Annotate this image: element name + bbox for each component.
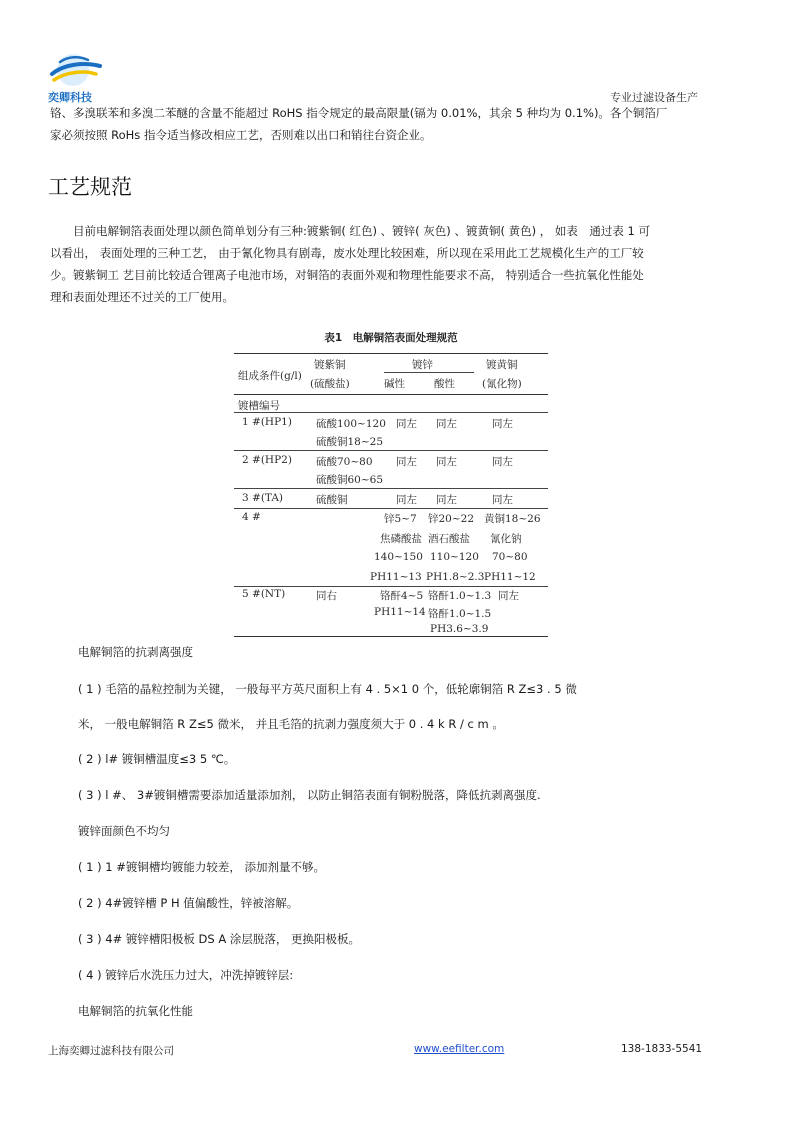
table-cell: 焦磷酸盐 xyxy=(380,533,422,545)
sub-header: 镀槽编号 xyxy=(238,400,280,412)
table-cell: 同左 xyxy=(492,494,513,506)
intro-paragraph xyxy=(50,102,747,146)
subheading-zinc-color: 镀锌面颜色不均匀 xyxy=(78,824,170,838)
text-line: ( 2 ) l# 镀铜槽温度≤3 5 ℃。 xyxy=(78,752,236,766)
table-rule xyxy=(234,353,548,354)
body-line: 目前电解铜箔表面处理以颜色简单划分有三种:镀紫铜( 红色) 、镀锌( 灰色) 、镀黄铜( 黄色) ， 如表 通过表 1 可 xyxy=(50,224,651,238)
table-cell: 氰化钠 xyxy=(490,533,522,545)
table-rule xyxy=(234,586,548,587)
table-cell: 同右 xyxy=(316,590,337,602)
intro-line: 家必须按照 RoHs 指令适当修改相应工艺，否则难以出口和销往台资企业。 xyxy=(50,128,432,142)
logo-text: 奕卿科技 xyxy=(48,91,92,104)
row-name: 2 #(HP2) xyxy=(242,454,292,466)
row-name: 1 #(HP1) xyxy=(242,416,292,428)
subheading-oxidation: 电解铜箔的抗氧化性能 xyxy=(78,1004,193,1018)
table-cell: 铬酐1.0~1.3 xyxy=(428,590,492,602)
header-cell: (氰化物) xyxy=(482,378,522,390)
text-line: ( 3 ) 4# 镀锌槽阳极板 DS A 涂层脱落， 更换阳极板。 xyxy=(78,932,361,946)
process-spec-table xyxy=(234,326,548,639)
header-cell: (硫酸盐) xyxy=(310,378,350,390)
text-line: ( 1 ) 1 #镀铜槽均镀能力较差， 添加剂量不够。 xyxy=(78,860,326,874)
intro-line: 铬、多溴联苯和多溴二苯醚的含量不能超过 RoHS 指令规定的最高限量(镉为 0.01%，其余 5 种均为 0.1%)。各个铜箔厂 xyxy=(50,106,668,120)
table-cell: PH1.8~2.3 xyxy=(426,571,485,583)
table-rule xyxy=(234,450,548,451)
table-cell: 酒石酸盐 xyxy=(428,533,470,545)
table-rule xyxy=(234,394,548,395)
table-cell: 锌20~22 xyxy=(428,513,475,525)
table-cell: 同左 xyxy=(436,494,457,506)
table-cell: 70~80 xyxy=(492,551,528,563)
table-cell: 硫酸70~80 xyxy=(316,456,373,468)
table-cell: 黄铜18~26 xyxy=(484,513,541,525)
table-cell: 硫酸铜60~65 xyxy=(316,474,384,486)
table-cell: 140~150 xyxy=(374,551,423,563)
table-rule xyxy=(234,412,548,413)
text-line: ( 4 ) 镀锌后水洗压力过大，冲洗掉镀锌层: xyxy=(78,968,294,982)
table-cell: PH11~13 xyxy=(370,571,422,583)
table-cell: 同左 xyxy=(436,456,457,468)
company-logo xyxy=(46,50,104,110)
table-cell: 110~120 xyxy=(430,551,479,563)
table-cell: 同左 xyxy=(436,418,457,430)
table-title: 表1 电解铜箔表面处理规范 xyxy=(324,332,458,344)
header-tagline: 专业过滤设备生产 xyxy=(610,91,698,104)
table-cell: PH11~12 xyxy=(484,571,536,583)
section-title: 工艺规范 xyxy=(48,175,132,199)
table-cell: 硫酸铜18~25 xyxy=(316,436,384,448)
table-rule xyxy=(234,508,548,509)
table-cell: 同左 xyxy=(492,456,513,468)
table-cell: 同左 xyxy=(498,590,519,602)
header-cell: 组成条件(g/l) xyxy=(238,370,302,382)
footer-company: 上海奕卿过滤科技有限公司 xyxy=(48,1045,174,1057)
table-cell: PH11~14 xyxy=(374,606,426,618)
table-cell: 硫酸铜 xyxy=(316,494,348,506)
header-cell: 镀黄铜 xyxy=(486,359,518,371)
row-name: 4 # xyxy=(242,511,261,523)
header-subrule xyxy=(384,372,474,373)
header-cell: 酸性 xyxy=(434,378,455,390)
row-name: 3 #(TA) xyxy=(242,492,284,504)
table-cell: 铬酐4~5 xyxy=(380,590,424,602)
table-cell: 铬酐1.0~1.5 xyxy=(428,608,492,620)
footer-phone: 138-1833-5541 xyxy=(621,1043,703,1055)
text-line: ( 3 ) l #、 3#镀铜槽需要添加适量添加剂， 以防止铜箔表面有铜粉脱落，降低抗剥离强度. xyxy=(78,788,541,802)
table-cell: 同左 xyxy=(396,418,417,430)
table-cell: 硫酸100~120 xyxy=(316,418,386,430)
text-line: 米， 一般电解铜箔 R Z≤5 微米， 并且毛箔的抗剥力强度须大于 0 . 4 k R / c m 。 xyxy=(78,717,504,731)
table-rule xyxy=(234,636,548,637)
header-cell: 镀锌 xyxy=(412,359,433,371)
header-cell: 碱性 xyxy=(384,378,405,390)
row-name: 5 #(NT) xyxy=(242,588,286,600)
table-cell: 同左 xyxy=(396,494,417,506)
table-cell: 同左 xyxy=(492,418,513,430)
body-line: 理和表面处理还不过关的工厂使用。 xyxy=(50,290,234,304)
footer-website-link[interactable]: www.eefilter.com xyxy=(414,1043,505,1055)
header-cell: 镀紫铜 xyxy=(314,359,346,371)
table-cell: 同左 xyxy=(396,456,417,468)
table-rule xyxy=(234,488,548,489)
logo-globe-icon xyxy=(46,50,104,90)
text-line: ( 2 ) 4#镀锌槽 P H 值偏酸性，锌被溶解。 xyxy=(78,896,299,910)
subheading-peel-strength: 电解铜箔的抗剥离强度 xyxy=(78,645,193,659)
table-cell: 锌5~7 xyxy=(384,513,417,525)
text-line: ( 1 ) 毛箔的晶粒控制为关键， 一般每平方英尺面积上有 4 . 5×1 0 个，低轮廓铜箔 R Z≤3 . 5 微 xyxy=(78,682,577,696)
section-paragraph xyxy=(50,220,747,308)
body-line: 以看出， 表面处理的三种工艺， 由于氰化物具有剧毒，废水处理比较困难，所以现在采用此工艺规模化生产的工厂较 xyxy=(50,246,644,260)
body-line: 少。镀紫铜工 艺目前比较适合锂离子电池市场，对铜箔的表面外观和物理性能要求不高， 特别适合一些抗氧化性能处 xyxy=(50,268,644,282)
table-cell: PH3.6~3.9 xyxy=(430,623,489,635)
